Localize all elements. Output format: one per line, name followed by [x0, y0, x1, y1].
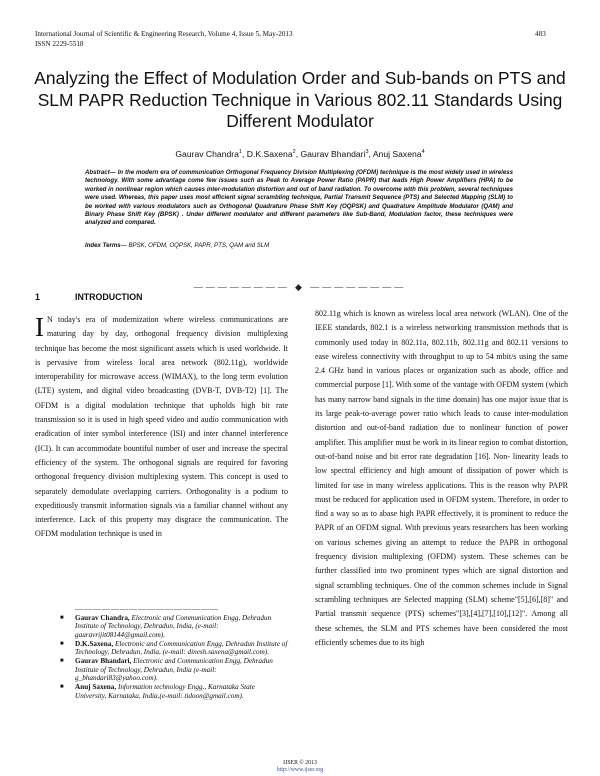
- footnote-author: D.K.Saxena,: [75, 639, 114, 648]
- body-column-right: [315, 307, 568, 650]
- footnote-rule: ————————————————: [75, 604, 219, 613]
- author-footnotes: [60, 614, 288, 701]
- journal-url[interactable]: http://www.ijser.org: [276, 767, 324, 773]
- footnote-affiliation: Information technology Engg., Karnataka State University, Karnataka, India,(e-mail: tidoon@gmail.com).: [75, 683, 255, 700]
- index-terms-label: Index Terms: [85, 242, 121, 249]
- index-terms-text: — BPSK, OFDM, OQPSK, PAPR, PTS, QAM and SLM: [120, 242, 270, 249]
- footnote-author: Gaurav Chandra,: [75, 614, 130, 622]
- section-heading: [35, 292, 142, 302]
- footnote-item: [60, 657, 288, 682]
- footnote-item: [60, 683, 288, 700]
- author-list: Gaurav Chandra$^1$, D.K.Saxena$^2$, Gaurav Bhandari$^3$, Anuj Saxena$^4$: [175, 149, 425, 159]
- intro-text-left: N today's era of modernization where wireless communications are maturing day by day, orthogonal frequency division multiplexing technique has become the most significant assets which is used worldwide. It is pervasive from wireless local area network (802.11g), worldwide interoperability for microwave access (WIMAX), to the long term evolution (LTE) system, and digital video broadcasting (DVB-T, DVB-T2) [1]. The OFDM is a digital modulation technique that upholds high bit rate transmission so it is used in high speed video and audio communication with eradication of inter symbol interference (ISI) and inter channel interference (ICI). It can accommodate bountiful number of user and increase the spectral efficiency of the system. The orthogonal signals are required for favoring orthogonal frequency division multiplexing system. This concept is used to separately demodulate overlapping carriers. Orthogonality is a podium to expeditiously transmit information signals via a familiar channel without any interference. Lack of this property may disgrace the communication. The OFDM modulation technique is used in: [35, 315, 288, 539]
- footnote-affiliation: Electronic and Communication Engg, Dehradun Institute of Technology, Dehradun, India (e-mail: g_bhandari83@yahoo.com).: [75, 657, 273, 683]
- page-number: 483: [535, 30, 546, 38]
- author-name: D.K.Saxena: [246, 149, 293, 159]
- running-header: [35, 30, 293, 49]
- author-name: Anuj Saxena: [372, 149, 422, 159]
- abstract-label: Abstract: [85, 169, 110, 176]
- author-affiliation-marker: 1: [238, 149, 242, 156]
- author-name: Gaurav Bhandari: [300, 149, 366, 159]
- footnote-item: [60, 614, 288, 639]
- section-title: INTRODUCTION: [75, 292, 143, 302]
- body-column-left: [35, 313, 288, 542]
- copyright-line: IJSER © 2013: [283, 760, 317, 766]
- footnote-affiliation: Electronic and Communication Engg, Dehradun Institute of Technology, Dehradun, India, (e-mail: gauravrijit08144@gmail.com).: [75, 614, 272, 639]
- section-number: 1: [35, 292, 40, 302]
- footnote-affiliation: Electronic and Communication Engg, Dehradun Institute of Technology, Dehradun, India, (e-mail: dinesh.saxena@gmail.com).: [75, 639, 288, 657]
- page-footer: [0, 760, 600, 774]
- journal-line: International Journal of Scientific & Engineering Research, Volume 4, Issue 5, May-2013: [35, 30, 293, 38]
- abstract: [85, 169, 513, 228]
- footnote-author: Anuj Saxena,: [75, 683, 117, 692]
- issn: ISSN 2229-5518: [35, 39, 84, 48]
- author-affiliation-marker: 3: [365, 149, 369, 156]
- drop-cap: I: [35, 312, 44, 342]
- index-terms: [85, 242, 513, 249]
- author-affiliation-marker: 2: [292, 149, 296, 156]
- author-affiliation-marker: 4: [421, 149, 425, 156]
- footnote-author: Gaurav Bhandari,: [75, 657, 132, 666]
- intro-text-right: 802.11g which is known as wireless local area network (WLAN). One of the IEEE standards, 802.1 is a wireless networking transmission methods that is commonly used today in 802.11a, 802.11b, 802.11g and 802.11 versions to ease wireless connectivity with throughput to up to 54 mbit/s using the same 2.4 GHz band in various places or organization such as abode, office and commercial purpose [1]. With some of the vantage with OFDM system (which has many narrow band signals in the time domain) has one major issue that is its large peak-to-average power ratio which leads to cause inter-modulation distortion and out-of-band radiation due to nonlinear function of power amplifier. This amplifier must be work in its linear region to combat distortion, out-of-band noise and bit error rate degradation [16]. Non- linearity leads to low spectral efficiency and high amount of dissipation of power which is limited for use in many wireless applications. This is the reason why PAPR must be reduced for application used in OFDM system. Therefore, in order to find a way so as to abase high PAPR effectively, it is prominent to reduce the PAPR of an OFDM signal. With previous years researchers has been working on various schemes giving an attempt to reduce the PAPR in orthogonal frequency division multiplexing (OFDM) system. These schemes can be further classified into two prominent types which are signal distortion and signal scrambling techniques. One of the common schemes include in Signal scrambling techniques are Selected mapping (SLM) scheme"[5],[6],[8]" and Partial transmit sequence (PTS) schemes"[3],[4],[7],[10],[12]". Among all these schemes, the SLM and PTS schemes have been considered the most efficiently schemes due to its high: [315, 309, 568, 647]
- paper-title: Analyzing the Effect of Modulation Order and Sub-bands on PTS and SLM PAPR Reduction Technique in Various 802.11 Standards Using Different Modulator: [34, 68, 566, 131]
- footnote-item: [60, 640, 288, 657]
- author-name: Gaurav Chandra: [175, 149, 239, 159]
- abstract-text: — In the modern era of communication Orthogonal Frequency Division Multiplexing (OFDM) technique is the most widely used in wireless technology. With some advantage come few issues such as Peak to Average Power Ratio (PAPR) that leads High Power Amplifiers (HPA) to be worked in nonlinear region which causes inter-modulation distortion and out of band radiation. To overcome with this problem, several techniques were used. Whereas, this paper uses most efficient signal scrambling technique, Partial Transmit Sequence (PTS) and Selected Mapping (SLM) to be worked with various modulators such as Orthogonal Quadrature Phase Shift Key (OQPSK) and Quadrature Amplitude Modulator (QAM) and Binary Phase Shift Key (BPSK) . Under different modulator and different parameters like Sub-Band, Modulation factor, these techniques were analyzed and compared.: [85, 169, 513, 227]
- section-divider: ———————— ◆ ————————: [193, 282, 407, 292]
